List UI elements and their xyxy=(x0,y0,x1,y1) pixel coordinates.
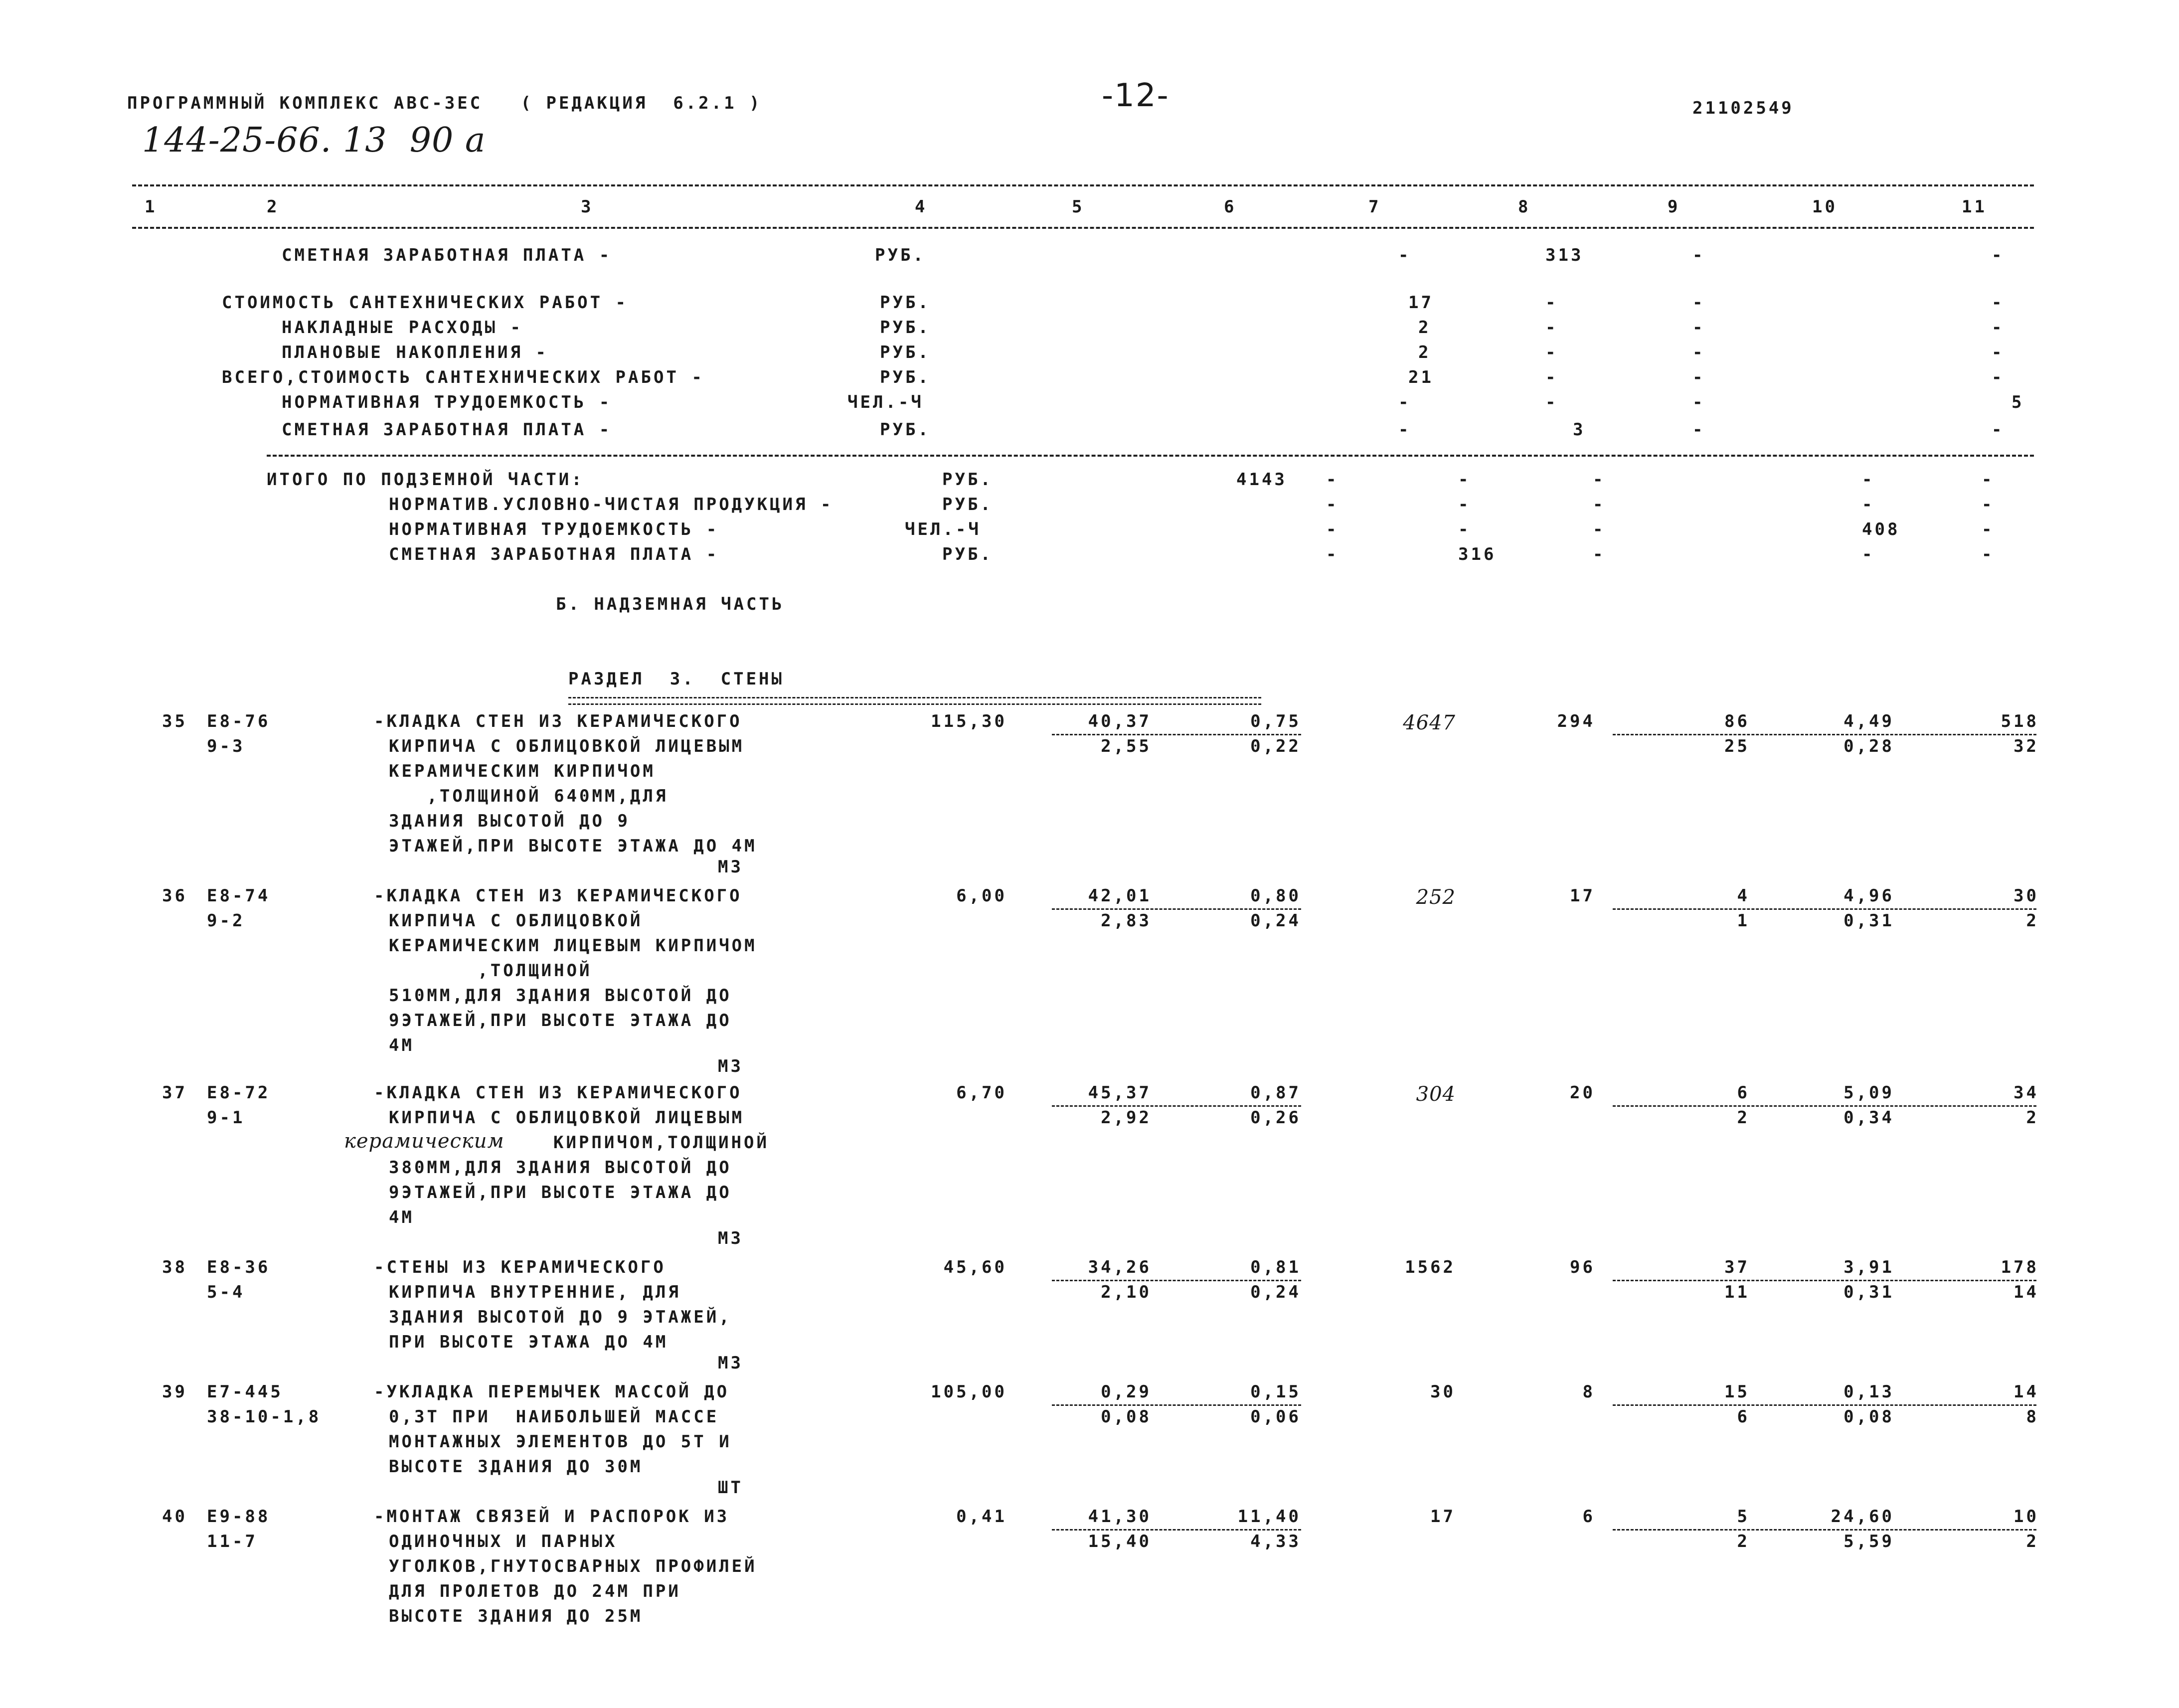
item-quantity: 105,00 xyxy=(931,1382,1007,1402)
item-total-c11-b: 2 xyxy=(2026,1108,2039,1128)
item-total-c11: 30 xyxy=(2013,886,2039,906)
item-price-divider xyxy=(1052,1404,1301,1406)
item-description-line: КИРПИЧА С ОБЛИЦОВКОЙ ЛИЦЕВЫМ xyxy=(389,1108,745,1128)
item-code: Е8-36 xyxy=(207,1257,271,1277)
summary-c9: - xyxy=(1692,342,1705,362)
item-description-line: КИРПИЧОМ,ТОЛЩИНОЙ xyxy=(553,1133,769,1153)
total-c9: - xyxy=(1593,495,1606,514)
item-description-line: ,ТОЛЩИНОЙ 640ММ,ДЛЯ xyxy=(389,786,669,806)
item-total-c9-b: 2 xyxy=(1737,1108,1750,1128)
summary-c11: - xyxy=(1992,342,2005,362)
summary-unit: РУБ. xyxy=(880,342,931,362)
item-number: 38 xyxy=(162,1257,187,1277)
item-total-divider xyxy=(1613,1529,2036,1531)
total-unit: РУБ. xyxy=(942,544,993,564)
summary-c9: - xyxy=(1692,420,1705,440)
total-c8: - xyxy=(1458,519,1471,539)
summary-label: СМЕТНАЯ ЗАРАБОТНАЯ ПЛАТА - xyxy=(282,420,612,440)
summary-c7: - xyxy=(1398,420,1411,440)
total-c7: - xyxy=(1326,544,1339,564)
summary-c7: 2 xyxy=(1418,342,1431,362)
total-title-c9: - xyxy=(1593,470,1606,490)
item-code: Е9-88 xyxy=(207,1507,271,1527)
total-label: НОРМАТИВ.УСЛОВНО-ЧИСТАЯ ПРОДУКЦИЯ - xyxy=(389,495,834,514)
item-unit-price: 0,29 xyxy=(1101,1382,1152,1402)
item-total-divider xyxy=(1613,1280,2036,1281)
item-unit-wage: 2,55 xyxy=(1101,736,1152,756)
summary-c7: 21 xyxy=(1408,367,1434,387)
item-description-line: -УКЛАДКА ПЕРЕМЫЧЕК МАССОЙ ДО xyxy=(374,1382,730,1402)
item-total-c11: 10 xyxy=(2013,1507,2039,1527)
column-header: 6 xyxy=(1224,197,1237,217)
summary-c9: - xyxy=(1692,245,1705,265)
item-price-divider xyxy=(1052,908,1301,910)
item-total-c11: 518 xyxy=(2001,711,2039,731)
item-total-c9-b: 2 xyxy=(1737,1532,1750,1551)
column-header: 3 xyxy=(581,197,594,217)
item-unit-labor: 0,75 xyxy=(1250,711,1301,731)
item-description-line: ВЫСОТЕ ЗДАНИЯ ДО 25М xyxy=(389,1606,643,1626)
total-title: ИТОГО ПО ПОДЗЕМНОЙ ЧАСТИ: xyxy=(267,470,584,490)
item-quantity: 6,00 xyxy=(956,886,1007,906)
summary-c7: 17 xyxy=(1408,293,1434,313)
item-description-line: ВЫСОТЕ ЗДАНИЯ ДО 30М xyxy=(389,1457,643,1477)
item-total-c11: 14 xyxy=(2013,1382,2039,1402)
item-total-c9: 37 xyxy=(1724,1257,1750,1277)
item-unit-price: 34,26 xyxy=(1088,1257,1152,1277)
item-unit-labor: 0,87 xyxy=(1250,1083,1301,1103)
item-total-c8: 6 xyxy=(1582,1507,1595,1527)
item-description-line: 9ЭТАЖЕЙ,ПРИ ВЫСОТЕ ЭТАЖА ДО xyxy=(389,1183,732,1202)
item-total-c11-b: 14 xyxy=(2013,1282,2039,1302)
total-title-c7: - xyxy=(1326,470,1339,490)
summary-c8: - xyxy=(1545,342,1558,362)
total-c10: - xyxy=(1862,544,1875,564)
total-c11: - xyxy=(1982,519,1995,539)
total-c11: - xyxy=(1982,495,1995,514)
column-header: 2 xyxy=(267,197,280,217)
summary-c8: - xyxy=(1545,318,1558,338)
item-description-line: 380ММ,ДЛЯ ЗДАНИЯ ВЫСОТОЙ ДО xyxy=(389,1158,732,1178)
item-total-c10-b: 0,08 xyxy=(1844,1407,1894,1427)
item-total-c11-b: 2 xyxy=(2026,911,2039,931)
item-description-line: 4М xyxy=(389,1035,414,1055)
summary-c9: - xyxy=(1692,318,1705,338)
item-total-cost: 4647 xyxy=(1403,711,1456,734)
item-total-cost: 252 xyxy=(1416,886,1456,909)
total-c9: - xyxy=(1593,519,1606,539)
item-unit: ШТ xyxy=(718,1478,743,1498)
total-c9: - xyxy=(1593,544,1606,564)
total-title-c10: - xyxy=(1862,470,1875,490)
item-unit-labor: 0,80 xyxy=(1250,886,1301,906)
item-description-line: -МОНТАЖ СВЯЗЕЙ И РАСПОРОК ИЗ xyxy=(374,1507,730,1527)
item-code-2: 11-7 xyxy=(207,1532,258,1551)
item-unit-price: 41,30 xyxy=(1088,1507,1152,1527)
summary-c7: - xyxy=(1398,245,1411,265)
item-number: 37 xyxy=(162,1083,187,1103)
item-total-cost: 17 xyxy=(1430,1507,1456,1527)
summary-label: НОРМАТИВНАЯ ТРУДОЕМКОСТЬ - xyxy=(282,392,612,412)
page-number: -12- xyxy=(1102,77,1170,114)
item-unit-price: 42,01 xyxy=(1088,886,1152,906)
item-unit-wage: 0,08 xyxy=(1101,1407,1152,1427)
summary-c8: 313 xyxy=(1545,245,1584,265)
item-code-2: 9-2 xyxy=(207,911,245,931)
summary-c11: - xyxy=(1992,293,2005,313)
item-unit-wage-2: 0,26 xyxy=(1250,1108,1301,1128)
item-quantity: 0,41 xyxy=(956,1507,1007,1527)
summary-unit: РУБ. xyxy=(880,318,931,338)
item-total-divider xyxy=(1613,908,2036,910)
item-total-c9-b: 6 xyxy=(1737,1407,1750,1427)
document-id: 21102549 xyxy=(1692,98,1794,118)
item-description-line: МОНТАЖНЫХ ЭЛЕМЕНТОВ ДО 5Т И xyxy=(389,1432,732,1452)
column-header: 9 xyxy=(1668,197,1680,217)
item-code: Е8-76 xyxy=(207,711,271,731)
summary-c11: - xyxy=(1992,367,2005,387)
item-description-line: 0,3Т ПРИ НАИБОЛЬШЕЙ МАССЕ xyxy=(389,1407,719,1427)
item-description-line: ЗДАНИЯ ВЫСОТОЙ ДО 9 ЭТАЖЕЙ, xyxy=(389,1307,732,1327)
item-unit-wage: 2,92 xyxy=(1101,1108,1152,1128)
item-code-2: 38-10-1,8 xyxy=(207,1407,322,1427)
item-total-cost: 304 xyxy=(1416,1083,1456,1106)
item-unit-labor: 0,15 xyxy=(1250,1382,1301,1402)
total-unit: РУБ. xyxy=(942,495,993,514)
item-quantity: 115,30 xyxy=(931,711,1007,731)
summary-label: ПЛАНОВЫЕ НАКОПЛЕНИЯ - xyxy=(282,342,548,362)
summary-unit: РУБ. xyxy=(880,293,931,313)
summary-c8: - xyxy=(1545,392,1558,412)
summary-c8: 3 xyxy=(1573,420,1586,440)
item-total-divider xyxy=(1613,1105,2036,1107)
summary-c9: - xyxy=(1692,392,1705,412)
item-total-c9: 5 xyxy=(1737,1507,1750,1527)
summary-label: СТОИМОСТЬ САНТЕХНИЧЕСКИХ РАБОТ - xyxy=(222,293,629,313)
item-total-divider xyxy=(1613,1404,2036,1406)
item-unit-labor: 11,40 xyxy=(1237,1507,1301,1527)
item-total-c11-b: 2 xyxy=(2026,1532,2039,1551)
item-description-line: КИРПИЧА С ОБЛИЦОВКОЙ xyxy=(389,911,643,931)
item-unit: М3 xyxy=(718,857,743,877)
item-total-c9: 6 xyxy=(1737,1083,1750,1103)
item-code-2: 9-1 xyxy=(207,1108,245,1128)
column-header: 11 xyxy=(1962,197,1987,217)
item-total-c10-b: 5,59 xyxy=(1844,1532,1894,1551)
item-total-c10: 24,60 xyxy=(1831,1507,1894,1527)
item-total-c10-b: 0,31 xyxy=(1844,1282,1894,1302)
total-title-unit: РУБ. xyxy=(942,470,993,490)
item-description-line: ЗДАНИЯ ВЫСОТОЙ ДО 9 xyxy=(389,811,630,831)
item-description-line: ,ТОЛЩИНОЙ xyxy=(389,961,592,981)
summary-unit: РУБ. xyxy=(875,245,926,265)
item-description-line: 4М xyxy=(389,1207,414,1227)
item-description-line: ДЛЯ ПРОЛЕТОВ ДО 24М ПРИ xyxy=(389,1581,681,1601)
item-total-c11: 34 xyxy=(2013,1083,2039,1103)
item-total-c8: 294 xyxy=(1557,711,1595,731)
item-unit-wage-2: 0,24 xyxy=(1250,1282,1301,1302)
summary-c8: - xyxy=(1545,367,1558,387)
total-unit: ЧЕЛ.-Ч xyxy=(905,519,981,539)
item-number: 36 xyxy=(162,886,187,906)
summary-c11: 5 xyxy=(2011,392,2024,412)
section-title: РАЗДЕЛ 3. СТЕНЫ xyxy=(568,669,784,689)
item-description-line: -КЛАДКА СТЕН ИЗ КЕРАМИЧЕСКОГО xyxy=(374,886,742,906)
item-total-c9: 86 xyxy=(1724,711,1750,731)
item-price-divider xyxy=(1052,1280,1301,1281)
summary-label: НАКЛАДНЫЕ РАСХОДЫ - xyxy=(282,318,523,338)
item-total-c9: 4 xyxy=(1737,886,1750,906)
item-description-line: КИРПИЧА ВНУТРЕННИЕ, ДЛЯ xyxy=(389,1282,681,1302)
item-description-line: -КЛАДКА СТЕН ИЗ КЕРАМИЧЕСКОГО xyxy=(374,1083,742,1103)
total-label: СМЕТНАЯ ЗАРАБОТНАЯ ПЛАТА - xyxy=(389,544,719,564)
item-unit-price: 40,37 xyxy=(1088,711,1152,731)
item-unit-wage-2: 0,24 xyxy=(1250,911,1301,931)
total-title-c8: - xyxy=(1458,470,1471,490)
item-unit-wage-2: 0,06 xyxy=(1250,1407,1301,1427)
item-total-cost: 30 xyxy=(1430,1382,1456,1402)
item-code-2: 9-3 xyxy=(207,736,245,756)
item-total-c10: 5,09 xyxy=(1844,1083,1894,1103)
item-total-c8: 8 xyxy=(1582,1382,1595,1402)
summary-c8: - xyxy=(1545,293,1558,313)
summary-c7: 2 xyxy=(1418,318,1431,338)
header-rule-top xyxy=(132,184,2034,186)
item-unit-labor: 0,81 xyxy=(1250,1257,1301,1277)
item-description-line: КИРПИЧА С ОБЛИЦОВКОЙ ЛИЦЕВЫМ xyxy=(389,736,745,756)
summary-c9: - xyxy=(1692,367,1705,387)
summary-unit: РУБ. xyxy=(880,367,931,387)
item-description-line: УГОЛКОВ,ГНУТОСВАРНЫХ ПРОФИЛЕЙ xyxy=(389,1556,757,1576)
item-total-c8: 20 xyxy=(1570,1083,1595,1103)
item-total-c9: 15 xyxy=(1724,1382,1750,1402)
header-rule-bottom xyxy=(132,227,2034,229)
item-total-c10: 3,91 xyxy=(1844,1257,1894,1277)
item-unit-wage-2: 4,33 xyxy=(1250,1532,1301,1551)
item-unit: М3 xyxy=(718,1353,743,1373)
summary-rule xyxy=(267,455,2034,457)
total-c8: 316 xyxy=(1458,544,1497,564)
item-total-c10-b: 0,28 xyxy=(1844,736,1894,756)
item-unit-wage: 2,10 xyxy=(1101,1282,1152,1302)
item-unit: М3 xyxy=(718,1056,743,1076)
item-total-c8: 17 xyxy=(1570,886,1595,906)
item-total-c9-b: 25 xyxy=(1724,736,1750,756)
section-underline xyxy=(568,697,1261,705)
item-quantity: 6,70 xyxy=(956,1083,1007,1103)
item-total-c10: 4,49 xyxy=(1844,711,1894,731)
item-description-line: -КЛАДКА СТЕН ИЗ КЕРАМИЧЕСКОГО xyxy=(374,711,742,731)
total-title-c11: - xyxy=(1982,470,1995,490)
total-label: НОРМАТИВНАЯ ТРУДОЕМКОСТЬ - xyxy=(389,519,719,539)
item-description-line: КЕРАМИЧЕСКИМ ЛИЦЕВЫМ КИРПИЧОМ xyxy=(389,936,757,956)
program-title: ПРОГРАММНЫЙ КОМПЛЕКС АВС-ЗЕС ( РЕДАКЦИЯ 6.2.1 ) xyxy=(127,93,762,113)
total-c7: - xyxy=(1326,519,1339,539)
item-code-2: 5-4 xyxy=(207,1282,245,1302)
item-total-c11: 178 xyxy=(2001,1257,2039,1277)
item-description-line: 9ЭТАЖЕЙ,ПРИ ВЫСОТЕ ЭТАЖА ДО xyxy=(389,1011,732,1030)
item-price-divider xyxy=(1052,1529,1301,1531)
item-total-c10: 0,13 xyxy=(1844,1382,1894,1402)
item-total-c10: 4,96 xyxy=(1844,886,1894,906)
item-description-line: -СТЕНЫ ИЗ КЕРАМИЧЕСКОГО xyxy=(374,1257,666,1277)
item-unit: М3 xyxy=(718,1228,743,1248)
item-unit-wage: 2,83 xyxy=(1101,911,1152,931)
total-c10: 408 xyxy=(1862,519,1900,539)
summary-unit: ЧЕЛ.-Ч xyxy=(847,392,924,412)
column-header: 1 xyxy=(145,197,158,217)
total-c7: - xyxy=(1326,495,1339,514)
total-c11: - xyxy=(1982,544,1995,564)
item-number: 39 xyxy=(162,1382,187,1402)
total-c8: - xyxy=(1458,495,1471,514)
item-total-divider xyxy=(1613,734,2036,735)
item-code: Е8-74 xyxy=(207,886,271,906)
item-number: 40 xyxy=(162,1507,187,1527)
item-total-c8: 96 xyxy=(1570,1257,1595,1277)
item-description-line: ПРИ ВЫСОТЕ ЭТАЖА ДО 4М xyxy=(389,1332,669,1352)
summary-c11: - xyxy=(1992,420,2005,440)
item-description-handwritten: керамическим xyxy=(344,1130,504,1153)
summary-c11: - xyxy=(1992,318,2005,338)
item-code: Е8-72 xyxy=(207,1083,271,1103)
item-total-c9-b: 11 xyxy=(1724,1282,1750,1302)
item-unit-price: 45,37 xyxy=(1088,1083,1152,1103)
summary-c7: - xyxy=(1398,392,1411,412)
total-title-c6: 4143 xyxy=(1236,470,1287,490)
item-description-line: КЕРАМИЧЕСКИМ КИРПИЧОМ xyxy=(389,761,656,781)
column-header: 10 xyxy=(1812,197,1838,217)
item-total-c10-b: 0,31 xyxy=(1844,911,1894,931)
item-total-c9-b: 1 xyxy=(1737,911,1750,931)
item-code: Е7-445 xyxy=(207,1382,283,1402)
item-description-line: ЭТАЖЕЙ,ПРИ ВЫСОТЕ ЭТАЖА ДО 4М xyxy=(389,836,757,856)
item-total-c11-b: 32 xyxy=(2013,736,2039,756)
item-price-divider xyxy=(1052,1105,1301,1107)
item-quantity: 45,60 xyxy=(943,1257,1007,1277)
item-description-line: 510ММ,ДЛЯ ЗДАНИЯ ВЫСОТОЙ ДО xyxy=(389,986,732,1006)
item-unit-wage-2: 0,22 xyxy=(1250,736,1301,756)
item-unit-wage: 15,40 xyxy=(1088,1532,1152,1551)
column-header: 4 xyxy=(915,197,928,217)
item-price-divider xyxy=(1052,734,1301,735)
item-total-c11-b: 8 xyxy=(2026,1407,2039,1427)
summary-unit: РУБ. xyxy=(880,420,931,440)
column-header: 5 xyxy=(1072,197,1085,217)
handwritten-code: 144-25-66. 13 90 а xyxy=(142,121,486,160)
column-header: 8 xyxy=(1518,197,1531,217)
summary-label: СМЕТНАЯ ЗАРАБОТНАЯ ПЛАТА - xyxy=(282,245,612,265)
summary-label: ВСЕГО,СТОИМОСТЬ САНТЕХНИЧЕСКИХ РАБОТ - xyxy=(222,367,704,387)
item-number: 35 xyxy=(162,711,187,731)
total-c10: - xyxy=(1862,495,1875,514)
summary-c9: - xyxy=(1692,293,1705,313)
item-total-cost: 1562 xyxy=(1405,1257,1456,1277)
item-description-line: ОДИНОЧНЫХ И ПАРНЫХ xyxy=(389,1532,618,1551)
item-total-c10-b: 0,34 xyxy=(1844,1108,1894,1128)
part-title: Б. НАДЗЕМНАЯ ЧАСТЬ xyxy=(556,594,785,614)
column-header: 7 xyxy=(1368,197,1381,217)
summary-c11: - xyxy=(1992,245,2005,265)
